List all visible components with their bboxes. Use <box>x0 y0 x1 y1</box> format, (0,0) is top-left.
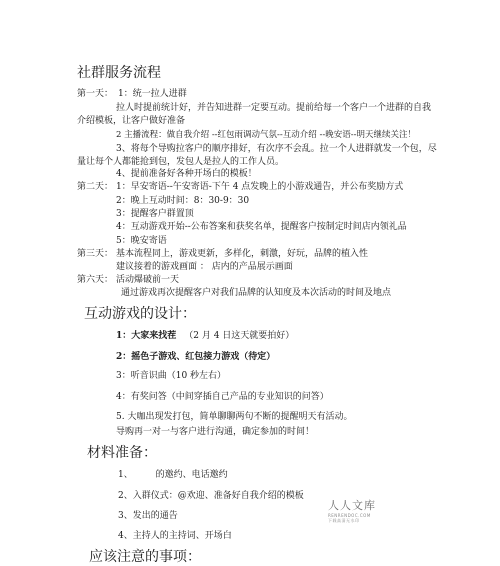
materials-heading: 材料准备： <box>87 445 157 461</box>
day1-step4: 4、提前准备好各种开场白的模板！ <box>116 169 257 179</box>
material-3: 3、发出的通告 <box>118 511 178 521</box>
day2-label: 第二天： <box>77 182 114 192</box>
day1-step2: 2 主播流程：做自我介绍 --红包雨调动气氛--互动介绍 --晚安语--明天继续关注！ <box>116 130 416 140</box>
notes-heading: 应该注意的事项： <box>89 549 201 565</box>
game-3: 3：听音识曲（10 秒左右） <box>116 371 227 381</box>
watermark-url: RENRENDOC.COM <box>328 513 371 518</box>
games-heading: 互动游戏的设计： <box>84 306 196 322</box>
day2-step1: 1：早安寄语--午安寄语-下午 4 点发晚上的小游戏通告，并公布奖励方式 <box>116 182 404 192</box>
day3-label: 第三天： <box>77 249 114 259</box>
day1-step1-detail-cont: 介绍模板，让客户做好准备 <box>77 116 186 126</box>
day2-step4: 4：互动游戏开始--公布答案和获奖名单，提醒客户按制定时间店内领礼品 <box>116 222 407 232</box>
day1-step3-cont: 量让每个人都能抢到包，发包人是拉人的工作人员。 <box>77 157 285 167</box>
watermark-brand: 人人文库 <box>328 499 376 512</box>
day6-text-cont: 通过游戏再次提醒客户对我们品牌的认知度及本次活动的时间及地点 <box>121 288 392 298</box>
watermark-caption: 下载高清无水印 <box>328 518 360 523</box>
day1-step3: 3、将每个导购拉客户的顺序排好，有次序不会乱。拉一个人进群就发一个包，尽 <box>116 144 437 154</box>
game-6: 导购再一对一与客户进行沟通，确定参加的时间！ <box>116 427 315 437</box>
material-4: 4、主持人的主持词、开场白 <box>118 531 232 541</box>
watermark-logo <box>328 497 376 524</box>
day6-label: 第六天： <box>77 275 114 285</box>
page-title: 社群服务流程 <box>77 65 161 81</box>
game-4: 4：有奖问答（中间穿插自己产品的专业知识的问答） <box>116 392 329 402</box>
game-2: 2：摇色子游戏、红包接力游戏（待定） <box>116 352 276 362</box>
day2-step5: 5：晚安寄语 <box>116 236 167 246</box>
day2-step3: 3：提醒客户群置顶 <box>116 209 194 219</box>
material-2: 2、入群仪式：@欢迎、准备好自我介绍的模板 <box>118 491 304 501</box>
day3-text: 基本流程同上，游戏更新，多样化，刺激，好玩，品牌的植入性 <box>116 249 369 259</box>
game-1 <box>116 330 294 342</box>
material-1: 1、 的邀约、电话邀约 <box>118 470 228 480</box>
game-1-title: 1：大家来找茬 <box>116 331 177 341</box>
day6-text: 活动爆破前一天 <box>116 275 180 285</box>
day3-text-cont: 建议接着的游戏画面 ： 店内的产品展示画面 <box>116 262 293 272</box>
day1-step1-detail: 拉人时提前统计好，并告知进群一定要互动。提前给每一个客户一个进群的自我 <box>116 103 432 113</box>
day1-label: 第一天： <box>77 89 114 99</box>
game-5: 5. 大咖出现发打包，简单聊聊两句不断的提醒明天有活动。 <box>116 412 353 422</box>
game-1-note: （2 月 4 日这天就要拍好） <box>184 331 295 341</box>
day2-step2: 2：晚上互动时间：8：30-9：30 <box>116 196 250 206</box>
day1-step1: 1：统一拉人进群 <box>118 89 187 99</box>
